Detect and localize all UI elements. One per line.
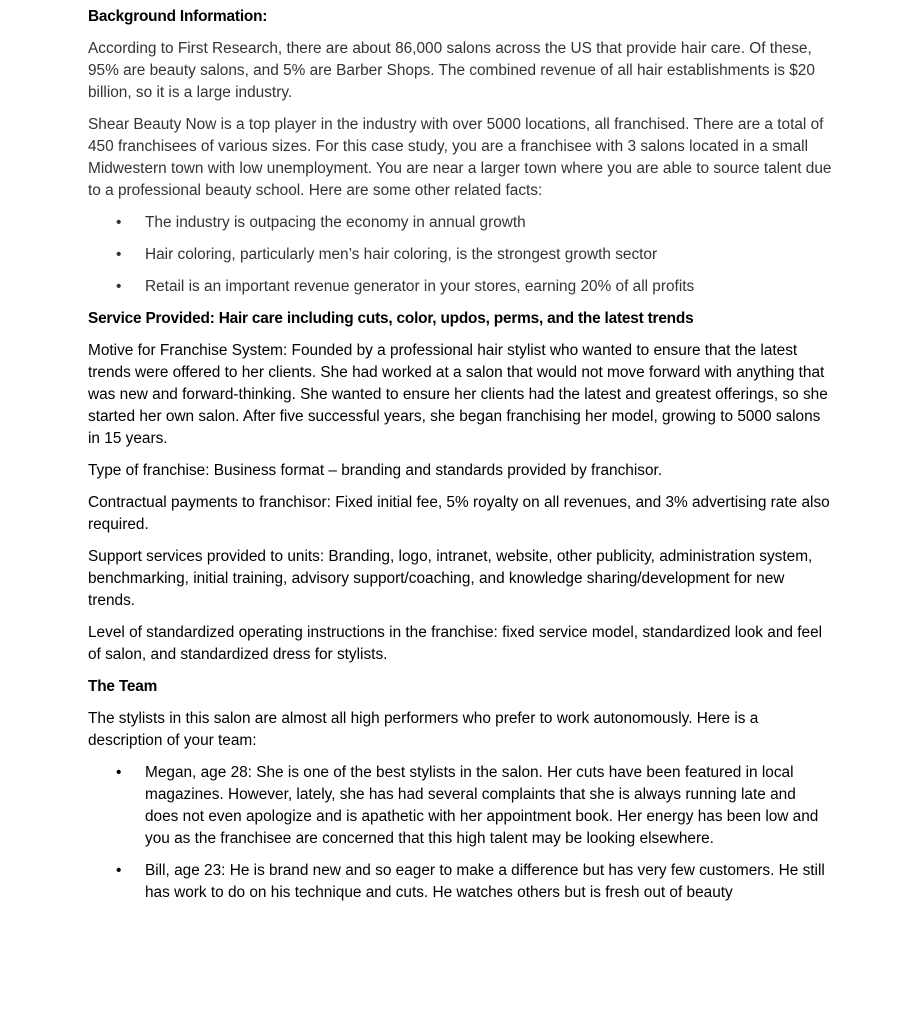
document-page — [88, 6, 833, 914]
franchise-type-paragraph: Type of franchise: Business format – branding and standards provided by franchisor. — [88, 462, 663, 479]
standards-paragraph: Level of standardized operating instructions in the franchise: fixed service model, standardized look and feel of salon, and standardized dress for stylists. — [88, 624, 823, 663]
support-paragraph: Support services provided to units: Branding, logo, intranet, website, other publicity, administration system, benchmarking, initial training, advisory support/coaching, and knowledge sharing/development for new trends. — [88, 548, 813, 609]
fact-bullet-growth: • The industry is outpacing the economy in annual growth — [88, 212, 833, 234]
company-paragraph: Shear Beauty Now is a top player in the industry with over 5000 locations, all franchised. There are a total of 450 franchisees of various sizes. For this case study, you are a franchisee with 3 salons located in a small Midwestern town with low unemployment. You are near a larger town where you are able to source talent due to a professional beauty school. Here are some other related facts: — [88, 116, 832, 199]
fact-bullet-retail: • Retail is an important revenue generator in your stores, earning 20% of all profits — [88, 276, 833, 298]
payments-paragraph: Contractual payments to franchisor: Fixed initial fee, 5% royalty on all revenues, and 3% advertising rate also required. — [88, 494, 830, 533]
team-heading: The Team — [88, 678, 158, 695]
service-heading: Service Provided: Hair care including cuts, color, updos, perms, and the latest trends — [88, 310, 694, 327]
team-bullet-megan: • Megan, age 28: She is one of the best stylists in the salon. Her cuts have been featured in local magazines. However, lately, she has had several complaints that she is always running late and does not even apologize and is apathetic with her appointment book. Her energy has been low and you as the franchisee are concerned that this high talent may be looking elsewhere. — [88, 762, 833, 850]
team-intro-paragraph: The stylists in this salon are almost all high performers who prefer to work autonomously. Here is a description of your team: — [88, 710, 759, 749]
background-heading: Background Information: — [88, 8, 268, 25]
team-bullet-bill: • Bill, age 23: He is brand new and so eager to make a difference but has very few customers. He still has work to do on his technique and cuts. He watches others but is fresh out of beauty — [88, 860, 833, 904]
motive-paragraph: Motive for Franchise System: Founded by a professional hair stylist who wanted to ensure that the latest trends were offered to her clients. She had worked at a salon that would not move forward with anything that was new and forward-thinking. She wanted to ensure her clients had the latest and greatest offerings, so she started her own salon. After five successful years, she began franchising her model, growing to 5000 salons in 15 years. — [88, 342, 828, 447]
fact-bullet-coloring: • Hair coloring, particularly men’s hair coloring, is the strongest growth sector — [88, 244, 833, 266]
industry-paragraph: According to First Research, there are about 86,000 salons across the US that provide hair care. Of these, 95% are beauty salons, and 5% are Barber Shops. The combined revenue of all hair establishments is $20 billion, so it is a large industry. — [88, 40, 815, 101]
